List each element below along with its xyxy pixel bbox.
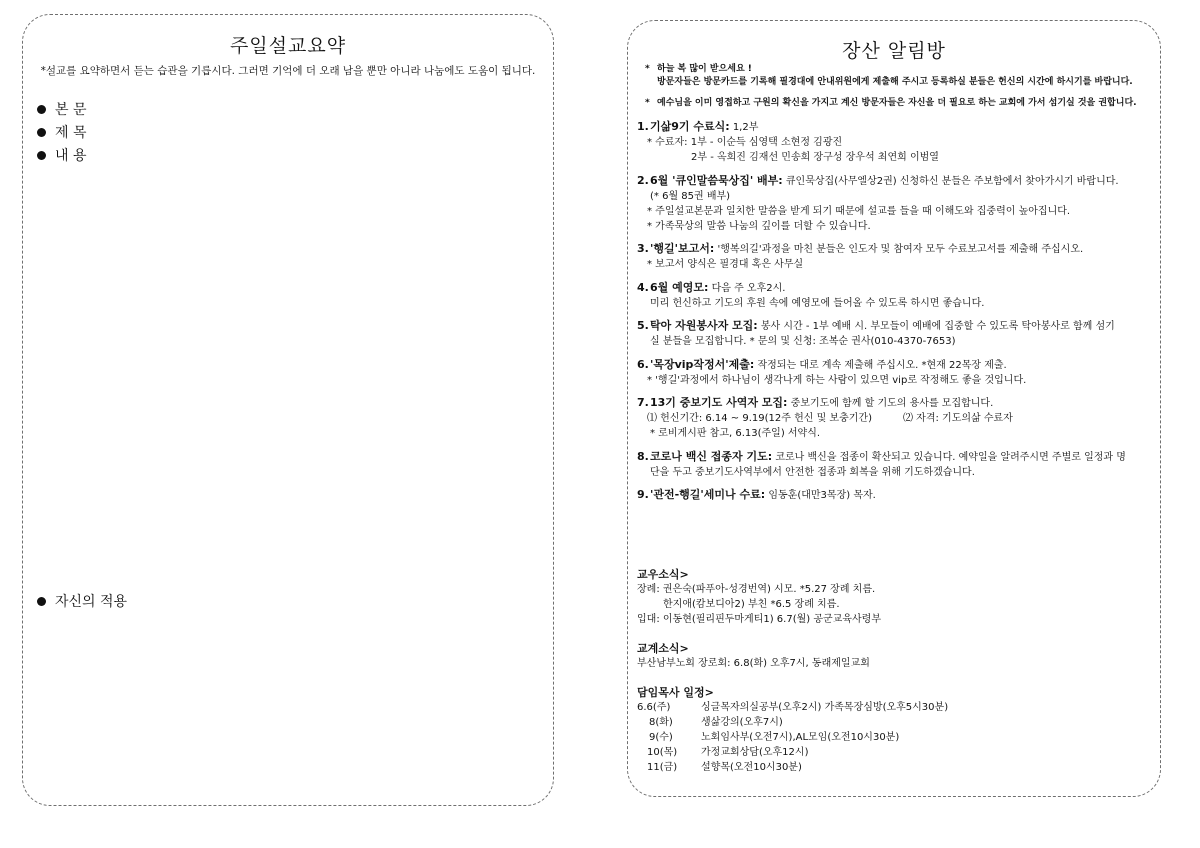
bullet-label: 제 목 [55,125,87,141]
announcements-panel [627,20,1161,797]
announcement-item: 7. 13기 중보기도 사역자 모집: 중보기도에 함께 할 기도의 용사를 모집합니다. ⑴ 헌신기간: 6.14 ~ 9.19(12주 헌신 및 보충기간) ⑵ 자격: 기도의삶 수료자 * 로비게시판 참고, 6.13(주일) 서약식. [637,396,1013,439]
notice-visitors: 방문자들은 방문카드를 기록해 필경대에 안내위원에게 제출해 주시고 등록하실 분들은 헌신의 시간에 하시기를 바랍니다. [657,77,1133,87]
announcement-item: 9. '관전-행길'세미나 수료: 임동훈(대만3목장) 목자. [637,488,876,501]
sermon-summary-panel [22,14,554,806]
star-marker: * [645,98,650,108]
bullet-label: 자신의 적용 [55,594,128,610]
announcement-item: 5. 탁아 자원봉사자 모집: 봉사 시간 - 1부 예배 시. 부모들이 예배에 집중할 수 있도록 탁아봉사로 함께 섬기 실 분들을 모집합니다. * 문의 및 신청: 조복순 권사(010-4370-7653) [637,319,1115,347]
bullet-dot-icon [37,151,46,160]
announcement-item: 8. 코로나 백신 접종자 기도: 코로나 백신을 접종이 확산되고 있습니다. 예약일을 알려주시면 주별로 일정과 명 단을 두고 중보기도사역부에서 안전한 접종과 회복을 위해 기도하겠습니다. [637,449,1126,478]
notices [645,63,1137,110]
schedule-row: 8(화) 생삶강의(오후7시) [649,717,783,728]
sermon-summary-title: 주일설교요약 [229,35,347,57]
bullet-dot-icon [37,128,46,137]
schedule-row: 10(목) 가정교회상담(오후12시) [647,747,809,758]
announcement-item: 1. 기삶9기 수료식: 1,2부 * 수료자: 1부 - 이순득 심영택 소현정 김광진 2부 - 옥희진 김재선 민송희 장구성 장우석 최연희 이범열 [637,120,939,163]
schedule-row: 6.6(주) 싱글목자의실공부(오후2시) 가족목장심방(오후5시30분) [637,702,949,713]
star-marker: * [645,64,650,74]
alumni-news: 교우소식> 장례: 권은숙(파푸아-성경번역) 시모. *5.27 장례 치름. 한지애(캄보디아2) 부친 *6.5 장례 치름. 입대: 이동현(필리핀두마게티1) 6.7(월) 공군교육사령부 [637,568,881,625]
bullet-label: 본 문 [55,102,87,118]
announcements-title: 장산 알림방 [842,40,946,62]
announcement-list [637,119,1152,511]
church-news: 교계소식> 부산남부노회 장로회: 6.8(화) 오후7시, 동래제일교회 [637,642,870,669]
schedule-row: 9(수) 노회임사부(오전7시),AL모임(오전10시30분) [649,732,900,743]
bullet-content [37,145,87,165]
announcement-item: 4. 6월 예영모: 다음 주 오후2시. 미리 헌신하고 기도의 후원 속에 예영모에 들어올 수 있도록 하시면 좋습니다. [637,280,985,309]
pastor-schedule: 담임목사 일정> 6.6(주) 싱글목자의실공부(오후2시) 가족목장심방(오후5시30분) 8(화) 생삶강의(오후7시) 9(수) 노회임사부(오전7시),AL모임(오전10시30분) 10(목) 가정교회상담(오후12시) 11(금) 설향목(오전10시30분) [637,686,949,773]
bullet-application [37,591,127,611]
bullet-dot-icon [37,105,46,114]
bullet-label: 내 용 [55,148,87,164]
bullet-dot-icon [37,597,46,606]
announcement-item: 3. '행길'보고서: '행복의길'과정을 마친 분들은 인도자 및 참여자 모두 수료보고서를 제출해 주십시오. * 보고서 양식은 필경대 혹은 사무실 [637,242,1084,270]
bullet-sermon-title [37,122,87,142]
schedule-row: 11(금) 설향목(오전10시30분) [647,762,802,773]
notice-believers: * 예수님을 이미 영접하고 구원의 확신을 가지고 계신 방문자들은 자신을 더 필요로 하는 교회에 가서 섬기실 것을 권합니다. [645,98,1137,108]
announcement-item: 6. '목장vip작정서'제출: 작정되는 대로 계속 제출해 주십시오. *현재 22목장 제출. * '행길'과정에서 하나님이 생각나게 하는 사람이 있으면 vip로 작정해도 좋을 것입니다. [637,357,1027,386]
notice-greeting: * 하늘 복 많이 받으세요 ! [645,64,752,74]
bullet-scripture [37,99,87,119]
announcement-item: 2. 6월 '큐인말씀묵상집' 배부: 큐인묵상집(사무엘상2권) 신청하신 분들은 주보함에서 찾아가시기 바랍니다. (* 6월 85권 배부) * 주일설교본문과 일치한 말씀을 받게 되기 때문에 설교를 들을 때 이해도와 집중력이 높아집니다. * 가족묵상의 말씀 나눔의 깊이를 더할 수 있습니다. [637,173,1119,232]
sermon-summary-instruction: *설교를 요약하면서 듣는 습관을 기릅시다. 그러면 기억에 더 오래 남을 뿐만 아니라 나눔에도 도움이 됩니다. [40,65,536,77]
